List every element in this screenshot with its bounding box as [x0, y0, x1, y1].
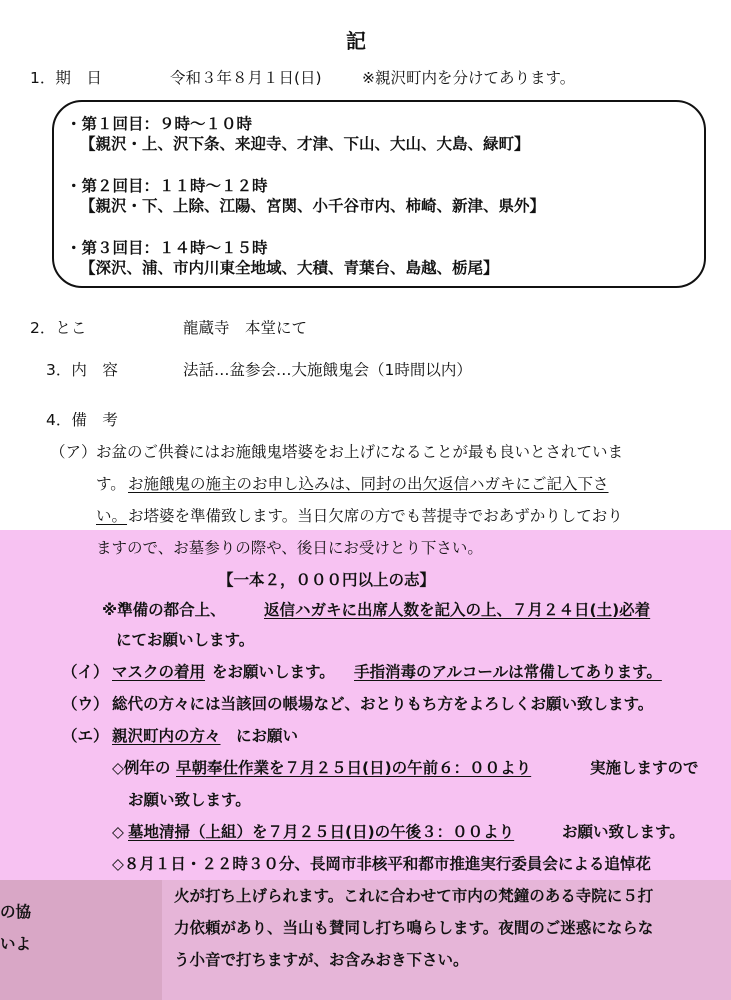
item4a-line2b: お施餓鬼の施主のお申し込みは、同封の出欠返信ハガキにご記入下さ: [128, 475, 609, 493]
item3-value: 法話…盆参会…大施餓鬼会（1時間以内）: [183, 361, 472, 379]
bullet1-a: ◇例年の: [112, 759, 171, 777]
item4a-line2a: す。: [96, 475, 126, 493]
item1-note: ※親沢町内を分けてあります。: [362, 69, 576, 87]
bullet2-c: お願い致します。: [562, 823, 685, 841]
session2-time: ・第２回目：１１時～１２時: [66, 177, 268, 195]
session3-areas: 【深沢、浦、市内川東全地域、大積、青葉台、島越、栃尾】: [80, 259, 499, 277]
bullet3-b: 火が打ち上げられます。これに合わせて市内の梵鐘のある寺院に５打: [174, 887, 654, 905]
bullet1-d: お願い致します。: [128, 791, 251, 809]
document-heading: 記: [346, 29, 366, 53]
notice-line1a: ※準備の都合上、: [102, 601, 226, 619]
bullet2-a: ◇: [112, 823, 124, 841]
bullet1-c: 実施しますので: [590, 759, 699, 777]
item2-value: 龍蔵寺 本堂にて: [183, 319, 308, 337]
item4-label: 4．備 考: [46, 411, 118, 429]
item2-label: 2．とこ: [30, 319, 87, 337]
notice-line2: にてお願いします。: [116, 631, 255, 649]
item4e-text1: 親沢町内の方々: [112, 727, 221, 745]
item4i-text2: をお願いします。: [212, 663, 335, 681]
item4i-marker: （イ）: [62, 663, 109, 681]
bullet3-c: 力依頼があり、当山も賛同し打ち鳴らします。夜間のご迷惑にならな: [174, 919, 654, 937]
item4e-marker: （エ）: [62, 727, 109, 745]
item4e-text2: にお願い: [236, 727, 299, 745]
session1-areas: 【親沢・上、沢下条、来迎寺、才津、下山、大山、大島、緑町】: [80, 135, 530, 153]
item1-label: 1．期 日: [30, 69, 102, 87]
item1-date: 令和３年８月１日(日): [170, 69, 322, 87]
item4a-marker: （ア）: [50, 443, 97, 461]
bullet3-d: う小音で打ちますが、お含みおき下さい。: [174, 951, 469, 969]
session1-time: ・第１回目：９時～１０時: [66, 115, 253, 133]
session3-time: ・第３回目：１４時～１５時: [66, 239, 268, 257]
item3-label: 3．内 容: [46, 361, 118, 379]
session2-areas: 【親沢・下、上除、江陽、宮関、小千谷市内、柿崎、新津、県外】: [80, 197, 546, 215]
item4a-line1: お盆のご供養にはお施餓鬼塔婆をお上げになることが最も良いとされていま: [96, 443, 624, 461]
fee-note: 【一本２，０００円以上の志】: [218, 571, 436, 589]
item4a-line3b: お塔婆を準備致します。当日欠席の方でも菩提寺でおあずかりしており: [128, 507, 623, 525]
left-fragment-1: の協: [0, 903, 32, 921]
item4a-line3a: い。: [96, 507, 128, 525]
left-fragment-2: いよ: [0, 935, 32, 953]
item4i-text3: 手指消毒のアルコールは常備してあります。: [354, 663, 662, 681]
item4i-text1: マスクの着用: [112, 663, 206, 681]
item4u-text: 総代の方々には当該回の帳場など、おとりもち方をよろしくお願い致します。: [112, 695, 654, 713]
bullet1-b: 早朝奉仕作業を７月２５日(日)の午前６：００より: [176, 759, 532, 777]
bullet2-b: 墓地清掃（上組）を７月２５日(日)の午後３：００より: [128, 823, 515, 841]
item4u-marker: （ウ）: [62, 695, 109, 713]
bullet3-a: ◇８月１日・２２時３０分、長岡市非核平和都市推進実行委員会による追悼花: [112, 855, 651, 873]
notice-line1b: 返信ハガキに出席人数を記入の上、７月２４日(土)必着: [264, 601, 651, 619]
item4a-line4: ますので、お墓参りの際や、後日にお受けとり下さい。: [96, 539, 483, 557]
